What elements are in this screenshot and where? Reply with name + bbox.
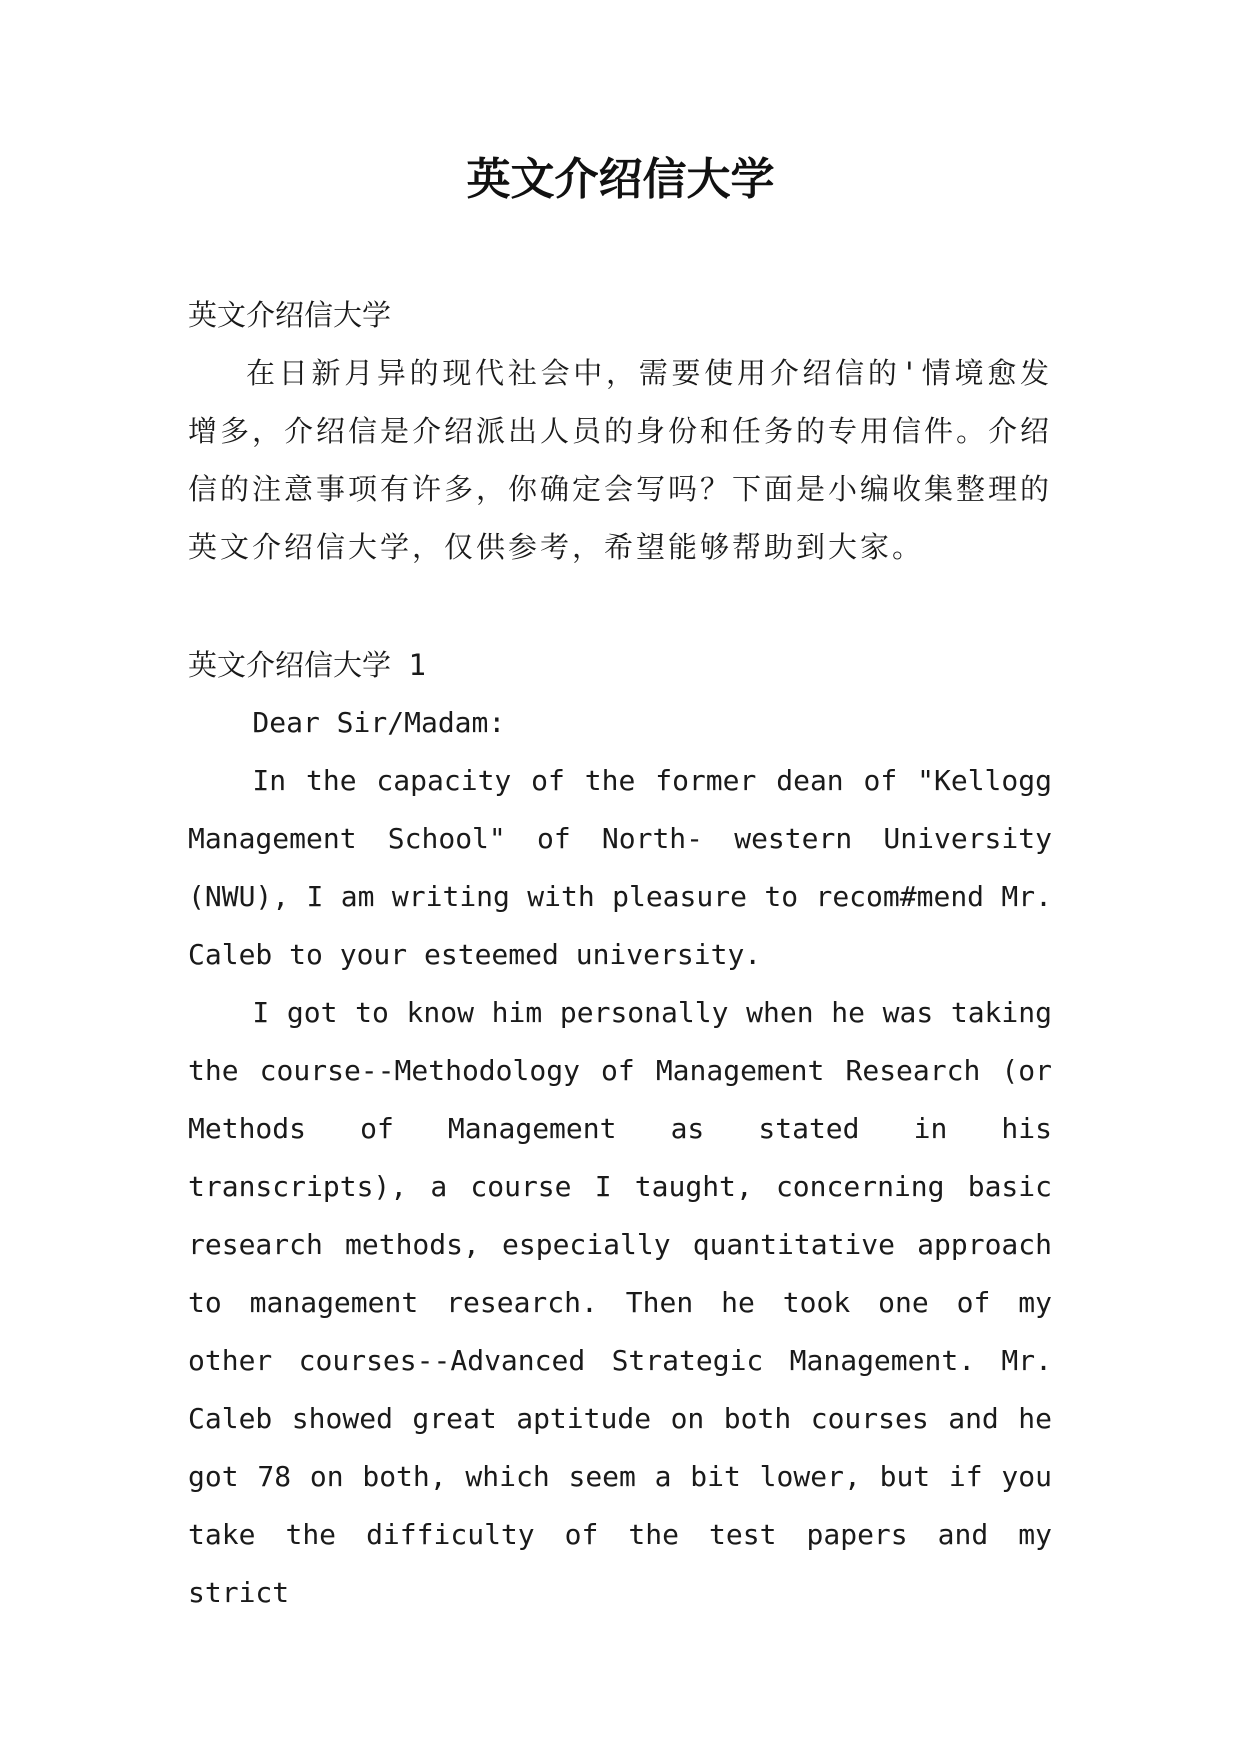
letter-paragraph-2: I got to know him personally when he was taking the course--Methodology of Management Research (or Methods of Management as stated in his transcripts), a course I taught, concerning basic research methods, especially quantitative approach to management research. Then he took one of my other courses--Advanced Strategic Management. Mr. Caleb showed great aptitude on both courses and he got 78 on both, which seem a bit lower, but if you take the difficulty of the test papers and my strict: [188, 996, 1052, 1609]
letter-paragraph-1: In the capacity of the former dean of "Kellogg Management School" of North- western University (NWU), I am writing with pleasure to recom#mend Mr. Caleb to your esteemed university.: [188, 764, 1052, 971]
intro-paragraph: 在日新月异的现代社会中，需要使用介绍信的'情境愈发增多，介绍信是介绍派出人员的身份和任务的专用信件。介绍信的注意事项有许多，你确定会写吗？下面是小编收集整理的英文介绍信大学，仅供参考，希望能够帮助到大家。: [188, 356, 1053, 564]
document-title: 英文介绍信大学: [466, 154, 775, 205]
intro-heading: 英文介绍信大学: [188, 298, 392, 332]
letter-salutation: Dear Sir/Madam:: [252, 706, 506, 739]
document-body: [188, 286, 1052, 1622]
section-spacer: [188, 576, 1052, 636]
section-heading: 英文介绍信大学 1: [188, 648, 426, 682]
